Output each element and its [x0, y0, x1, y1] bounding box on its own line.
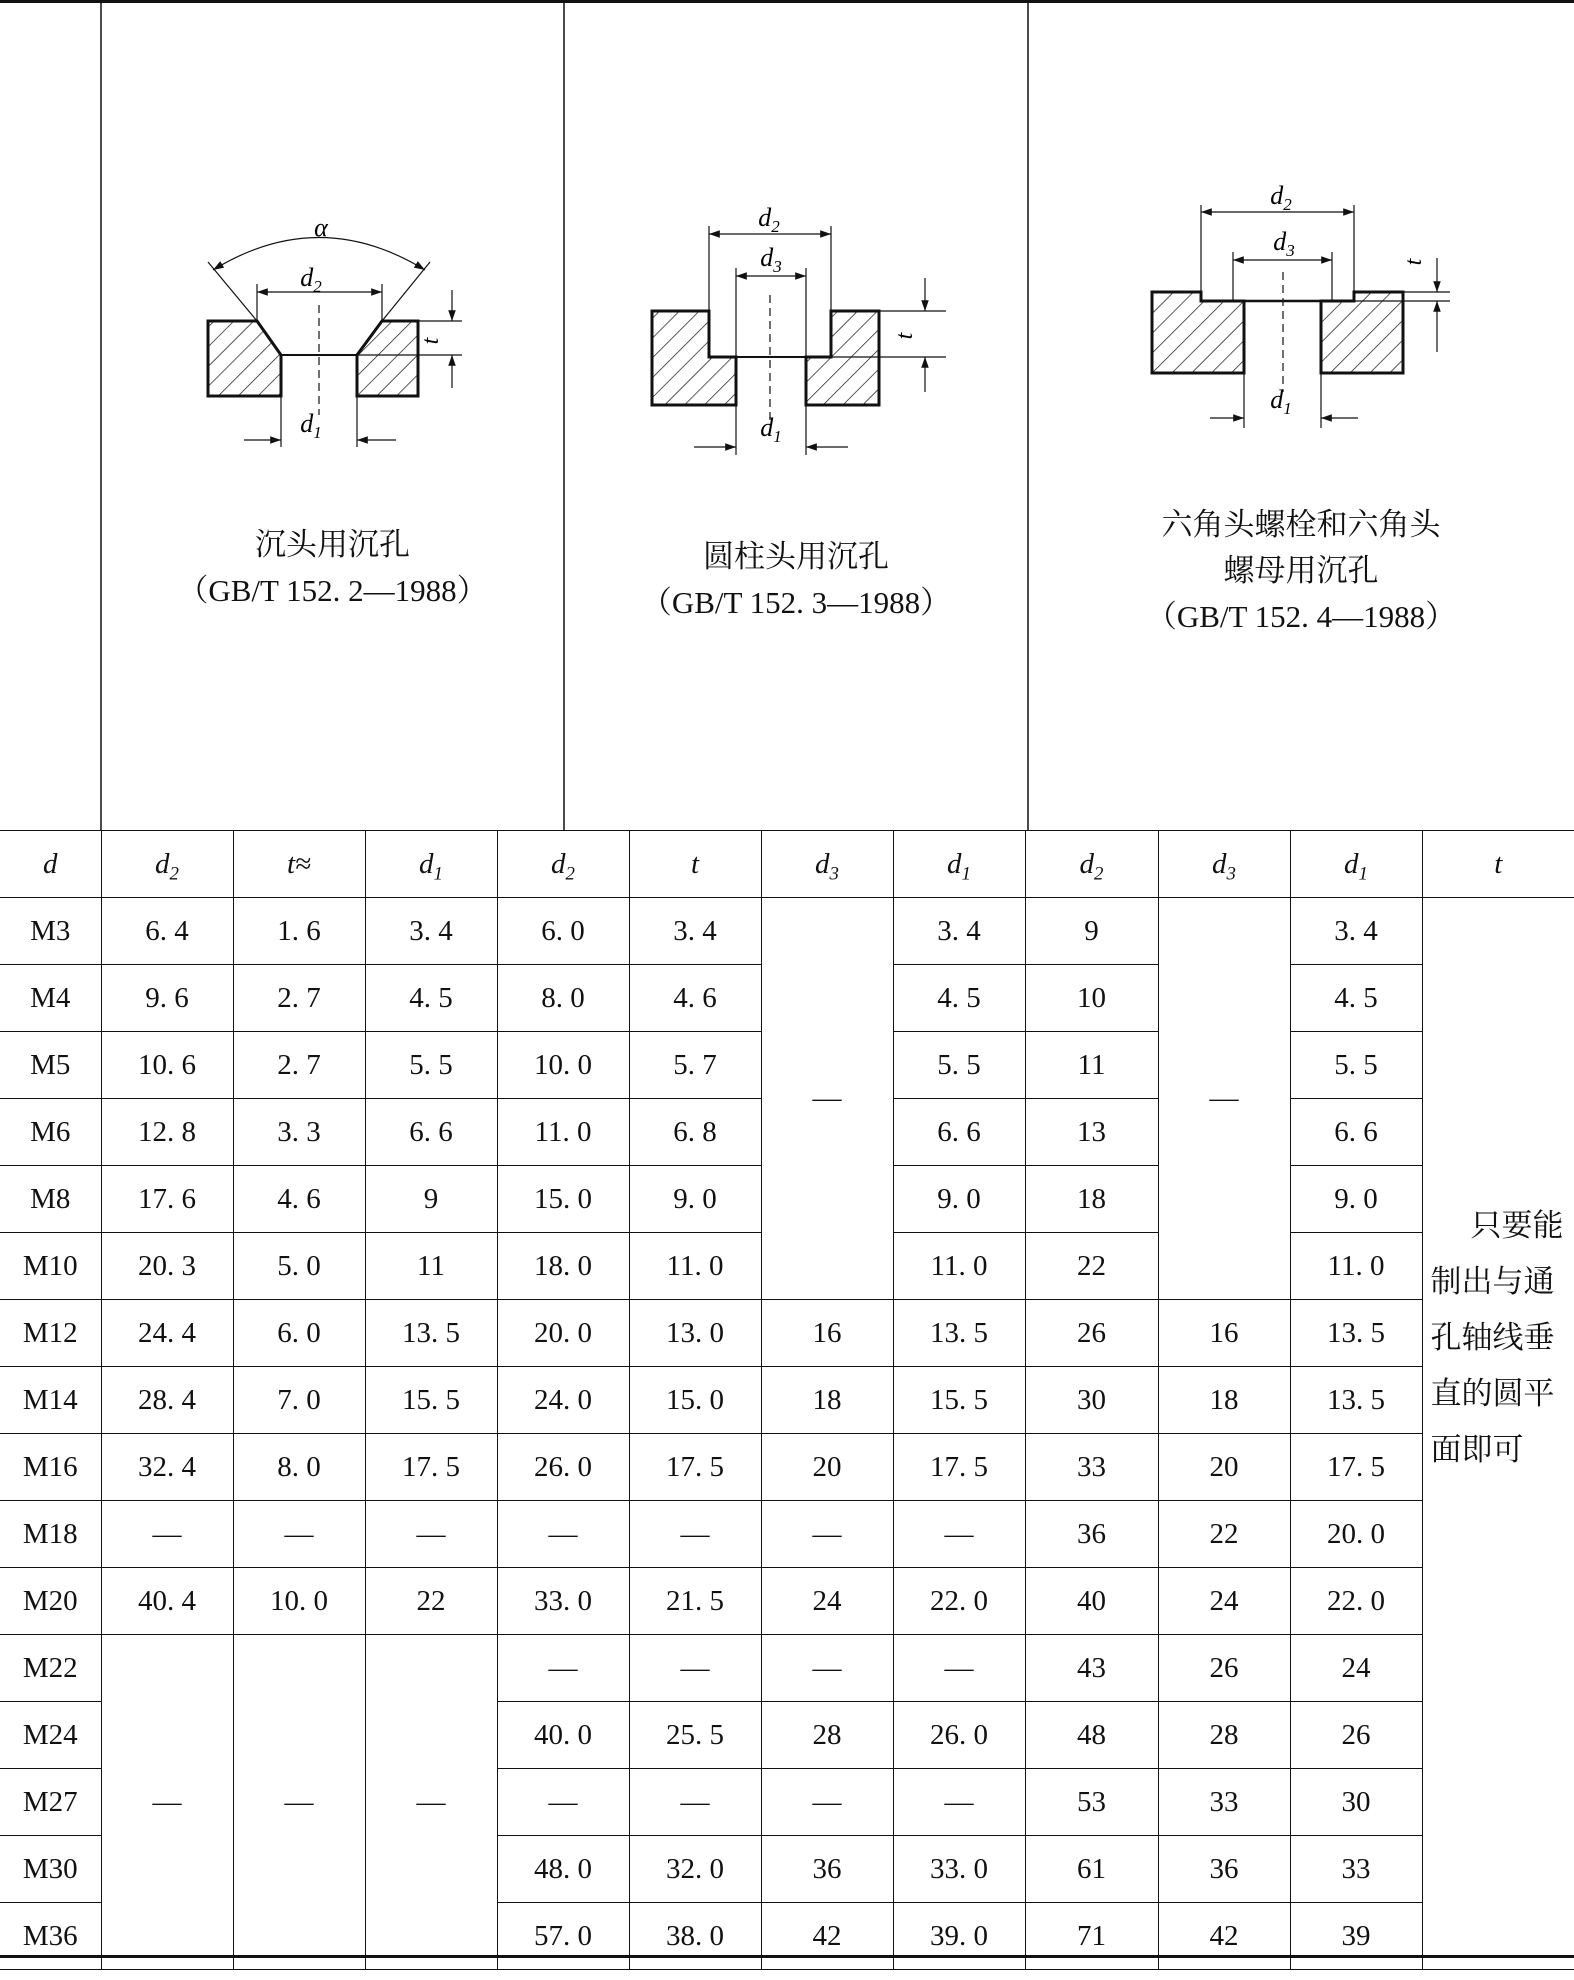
- column-header: $d_2$: [1025, 831, 1158, 898]
- table-cell: 13. 5: [365, 1300, 497, 1367]
- table-cell: —: [497, 1635, 629, 1702]
- table-cell: 39: [1290, 1903, 1422, 1970]
- diagram-area: [0, 0, 1574, 832]
- table-row: [0, 1434, 1574, 1501]
- column-header: t: [629, 831, 761, 898]
- dim-d3: $d_3$: [760, 243, 782, 276]
- table-cell: 5. 5: [365, 1032, 497, 1099]
- table-cell: 15. 5: [893, 1367, 1025, 1434]
- table-cell: 48: [1025, 1702, 1158, 1769]
- dimension-table: [0, 830, 1574, 1970]
- hex-title-line2: 螺母用沉孔: [1223, 553, 1379, 588]
- table-cell: 5. 5: [1290, 1032, 1422, 1099]
- table-cell: 36: [761, 1836, 893, 1903]
- table-cell: —: [893, 1635, 1025, 1702]
- table-cell: 6. 0: [233, 1300, 365, 1367]
- table-cell: —: [629, 1501, 761, 1568]
- table-cell: 11. 0: [893, 1233, 1025, 1300]
- table-cell: 6. 6: [1290, 1099, 1422, 1166]
- table-cell: 18. 0: [497, 1233, 629, 1300]
- table-cell: 61: [1025, 1836, 1158, 1903]
- table-cell: 26: [1025, 1300, 1158, 1367]
- table-cell: —: [893, 1769, 1025, 1836]
- table-cell: —: [365, 1501, 497, 1568]
- table-cell: 17. 5: [1290, 1434, 1422, 1501]
- table-cell: 4. 5: [1290, 965, 1422, 1032]
- cylinder-head-diagram: [652, 203, 946, 455]
- column-header: t: [1422, 831, 1574, 898]
- table-cell: 5. 5: [893, 1032, 1025, 1099]
- dim-t: t: [892, 332, 918, 340]
- table-cell: 6. 8: [629, 1099, 761, 1166]
- table-cell: 33. 0: [893, 1836, 1025, 1903]
- table-cell: —: [497, 1501, 629, 1568]
- table-cell: 3. 4: [365, 898, 497, 965]
- table-row: [0, 1568, 1574, 1635]
- table-cell: 42: [1158, 1903, 1290, 1970]
- dim-d1: $d_1$: [1270, 385, 1292, 418]
- table-cell: 22: [365, 1568, 497, 1635]
- column-header: t≈: [233, 831, 365, 898]
- table-cell: 20: [761, 1434, 893, 1501]
- table-cell: 13: [1025, 1099, 1158, 1166]
- table-cell: 6. 0: [497, 898, 629, 965]
- table-cell: 6. 6: [365, 1099, 497, 1166]
- table-cell: 18: [1158, 1367, 1290, 1434]
- table-cell: 40. 4: [101, 1568, 233, 1635]
- size-cell: M27: [0, 1769, 101, 1836]
- note-line: 制出与通: [1430, 1264, 1555, 1299]
- hex-head-diagram: [1152, 181, 1450, 428]
- table-cell: 22: [1025, 1233, 1158, 1300]
- table-cell: 1. 6: [233, 898, 365, 965]
- dim-t: t: [418, 337, 444, 345]
- table-cell: 24. 0: [497, 1367, 629, 1434]
- table-cell: —: [101, 1501, 233, 1568]
- table-cell: 10. 0: [233, 1568, 365, 1635]
- table-cell: 26. 0: [893, 1702, 1025, 1769]
- table-cell: 13. 5: [1290, 1367, 1422, 1434]
- table-cell: 13. 5: [893, 1300, 1025, 1367]
- table-cell: 25. 5: [629, 1702, 761, 1769]
- table-row: [0, 1635, 1574, 1702]
- table-cell: —: [101, 1635, 233, 1970]
- table-cell: 71: [1025, 1903, 1158, 1970]
- countersunk-title: 沉头用沉孔: [255, 527, 410, 562]
- table-cell: 2. 7: [233, 965, 365, 1032]
- table-cell: 16: [761, 1300, 893, 1367]
- table-cell: 22. 0: [893, 1568, 1025, 1635]
- table-cell: 26: [1290, 1702, 1422, 1769]
- table-cell: 38. 0: [629, 1903, 761, 1970]
- table-cell: 15. 0: [629, 1367, 761, 1434]
- table-row: [0, 898, 1574, 965]
- table-cell: 57. 0: [497, 1903, 629, 1970]
- table-cell: 7. 0: [233, 1367, 365, 1434]
- table-cell: —: [629, 1635, 761, 1702]
- size-cell: M10: [0, 1233, 101, 1300]
- size-cell: M12: [0, 1300, 101, 1367]
- table-cell: 48. 0: [497, 1836, 629, 1903]
- note-line: 直的圆平: [1430, 1376, 1555, 1411]
- table-cell: 17. 6: [101, 1166, 233, 1233]
- table-cell: 8. 0: [233, 1434, 365, 1501]
- countersunk-standard: （GB/T 152. 2—1988）: [177, 573, 488, 608]
- note-cell: [1422, 898, 1574, 1970]
- note-line: 只要能: [1470, 1208, 1564, 1243]
- table-cell: 10. 6: [101, 1032, 233, 1099]
- table-cell: 4. 5: [893, 965, 1025, 1032]
- dim-d1: $d_1$: [760, 413, 782, 446]
- table-cell: 3. 4: [629, 898, 761, 965]
- table-cell: —: [761, 1501, 893, 1568]
- size-cell: M20: [0, 1568, 101, 1635]
- header-row: [0, 831, 1574, 898]
- table-cell: 39. 0: [893, 1903, 1025, 1970]
- countersunk-diagram: [208, 213, 462, 447]
- table-cell: 26: [1158, 1635, 1290, 1702]
- size-cell: M14: [0, 1367, 101, 1434]
- size-cell: M4: [0, 965, 101, 1032]
- dim-alpha: α: [314, 213, 328, 242]
- table-cell: 6. 6: [893, 1099, 1025, 1166]
- table-cell: 16: [1158, 1300, 1290, 1367]
- table-cell: 5. 7: [629, 1032, 761, 1099]
- size-cell: M18: [0, 1501, 101, 1568]
- table-cell: 9. 0: [1290, 1166, 1422, 1233]
- table-cell: 24. 4: [101, 1300, 233, 1367]
- dim-t: t: [1401, 258, 1427, 266]
- table-cell: —: [629, 1769, 761, 1836]
- table-cell: 22. 0: [1290, 1568, 1422, 1635]
- table-cell: 13. 0: [629, 1300, 761, 1367]
- bottom-rule: [0, 1955, 1574, 1958]
- table-cell: 22: [1158, 1501, 1290, 1568]
- table-cell: 20: [1158, 1434, 1290, 1501]
- table-cell: 4. 6: [233, 1166, 365, 1233]
- table-cell: 33: [1025, 1434, 1158, 1501]
- hex-title-line1: 六角头螺栓和六角头: [1161, 507, 1441, 542]
- table-cell: —: [761, 1635, 893, 1702]
- table-cell: 24: [761, 1568, 893, 1635]
- size-cell: M3: [0, 898, 101, 965]
- table-cell: 17. 5: [629, 1434, 761, 1501]
- table-cell: 20. 0: [497, 1300, 629, 1367]
- dim-d2: $d_2$: [758, 203, 780, 236]
- table-cell: —: [893, 1501, 1025, 1568]
- size-cell: M22: [0, 1635, 101, 1702]
- table-cell: 53: [1025, 1769, 1158, 1836]
- table-row: [0, 1367, 1574, 1434]
- table-cell: 13. 5: [1290, 1300, 1422, 1367]
- table-cell: 36: [1025, 1501, 1158, 1568]
- table-cell: 18: [1025, 1166, 1158, 1233]
- dim-d2: $d_2$: [1270, 181, 1292, 214]
- table-cell: 11: [1025, 1032, 1158, 1099]
- table-cell: 6. 4: [101, 898, 233, 965]
- table-cell: 9. 0: [629, 1166, 761, 1233]
- column-header: $d_1$: [365, 831, 497, 898]
- size-cell: M36: [0, 1903, 101, 1970]
- note-line: 面即可: [1430, 1432, 1524, 1467]
- table-cell: 9: [365, 1166, 497, 1233]
- table-cell: 11. 0: [1290, 1233, 1422, 1300]
- table-cell: 10. 0: [497, 1032, 629, 1099]
- cylinder-standard: （GB/T 152. 3—1988）: [640, 585, 952, 620]
- table-cell: 33: [1290, 1836, 1422, 1903]
- column-header: $d_1$: [893, 831, 1025, 898]
- table-cell: 15. 0: [497, 1166, 629, 1233]
- column-header: $d_2$: [497, 831, 629, 898]
- column-header: $d_3$: [761, 831, 893, 898]
- table-cell: 18: [761, 1367, 893, 1434]
- dim-d2: $d_2$: [300, 263, 322, 296]
- column-header: d: [0, 831, 101, 898]
- table-cell: —: [233, 1635, 365, 1970]
- table-cell: —: [365, 1635, 497, 1970]
- note-line: 孔轴线垂: [1430, 1320, 1555, 1355]
- table-row: [0, 1300, 1574, 1367]
- table-cell: —: [761, 898, 893, 1300]
- table-cell: —: [761, 1769, 893, 1836]
- countersunk-caption: [101, 522, 564, 614]
- table-cell: 17. 5: [893, 1434, 1025, 1501]
- table-row: [0, 1501, 1574, 1568]
- table-cell: 3. 4: [1290, 898, 1422, 965]
- column-header: $d_2$: [101, 831, 233, 898]
- table-cell: 15. 5: [365, 1367, 497, 1434]
- table-cell: 5. 0: [233, 1233, 365, 1300]
- table-cell: 28: [1158, 1702, 1290, 1769]
- table-cell: 20. 3: [101, 1233, 233, 1300]
- table-cell: 3. 4: [893, 898, 1025, 965]
- column-header: $d_3$: [1158, 831, 1290, 898]
- size-cell: M6: [0, 1099, 101, 1166]
- table-cell: 11. 0: [497, 1099, 629, 1166]
- table-cell: 9. 0: [893, 1166, 1025, 1233]
- size-cell: M8: [0, 1166, 101, 1233]
- size-cell: M24: [0, 1702, 101, 1769]
- table-cell: 32. 0: [629, 1836, 761, 1903]
- table-cell: 9: [1025, 898, 1158, 965]
- table-cell: 24: [1158, 1568, 1290, 1635]
- table-cell: 21. 5: [629, 1568, 761, 1635]
- table-cell: —: [233, 1501, 365, 1568]
- dim-d3: $d_3$: [1273, 227, 1295, 260]
- table-cell: 11: [365, 1233, 497, 1300]
- table-cell: 20. 0: [1290, 1501, 1422, 1568]
- table-cell: 24: [1290, 1635, 1422, 1702]
- column-header: $d_1$: [1290, 831, 1422, 898]
- table-cell: —: [497, 1769, 629, 1836]
- hex-caption: [1028, 502, 1574, 640]
- table-cell: 3. 3: [233, 1099, 365, 1166]
- table-cell: 10: [1025, 965, 1158, 1032]
- table-cell: 42: [761, 1903, 893, 1970]
- table-cell: 12. 8: [101, 1099, 233, 1166]
- table-cell: 40. 0: [497, 1702, 629, 1769]
- size-cell: M30: [0, 1836, 101, 1903]
- table-cell: 2. 7: [233, 1032, 365, 1099]
- table-cell: 8. 0: [497, 965, 629, 1032]
- table-cell: 33: [1158, 1769, 1290, 1836]
- cylinder-caption: [564, 534, 1028, 626]
- size-cell: M16: [0, 1434, 101, 1501]
- table-cell: 30: [1290, 1769, 1422, 1836]
- table-cell: 4. 5: [365, 965, 497, 1032]
- size-cell: M5: [0, 1032, 101, 1099]
- table-cell: 26. 0: [497, 1434, 629, 1501]
- hex-standard: （GB/T 152. 4—1988）: [1145, 599, 1457, 634]
- table-cell: 28. 4: [101, 1367, 233, 1434]
- table-cell: 36: [1158, 1836, 1290, 1903]
- table-cell: 17. 5: [365, 1434, 497, 1501]
- cylinder-title: 圆柱头用沉孔: [703, 539, 889, 574]
- table-cell: 11. 0: [629, 1233, 761, 1300]
- table-cell: 32. 4: [101, 1434, 233, 1501]
- table-cell: 4. 6: [629, 965, 761, 1032]
- dim-d1: $d_1$: [300, 409, 322, 442]
- table-cell: 43: [1025, 1635, 1158, 1702]
- table-cell: 40: [1025, 1568, 1158, 1635]
- table-cell: 30: [1025, 1367, 1158, 1434]
- table-cell: 28: [761, 1702, 893, 1769]
- table-cell: —: [1158, 898, 1290, 1300]
- table-cell: 9. 6: [101, 965, 233, 1032]
- table-cell: 33. 0: [497, 1568, 629, 1635]
